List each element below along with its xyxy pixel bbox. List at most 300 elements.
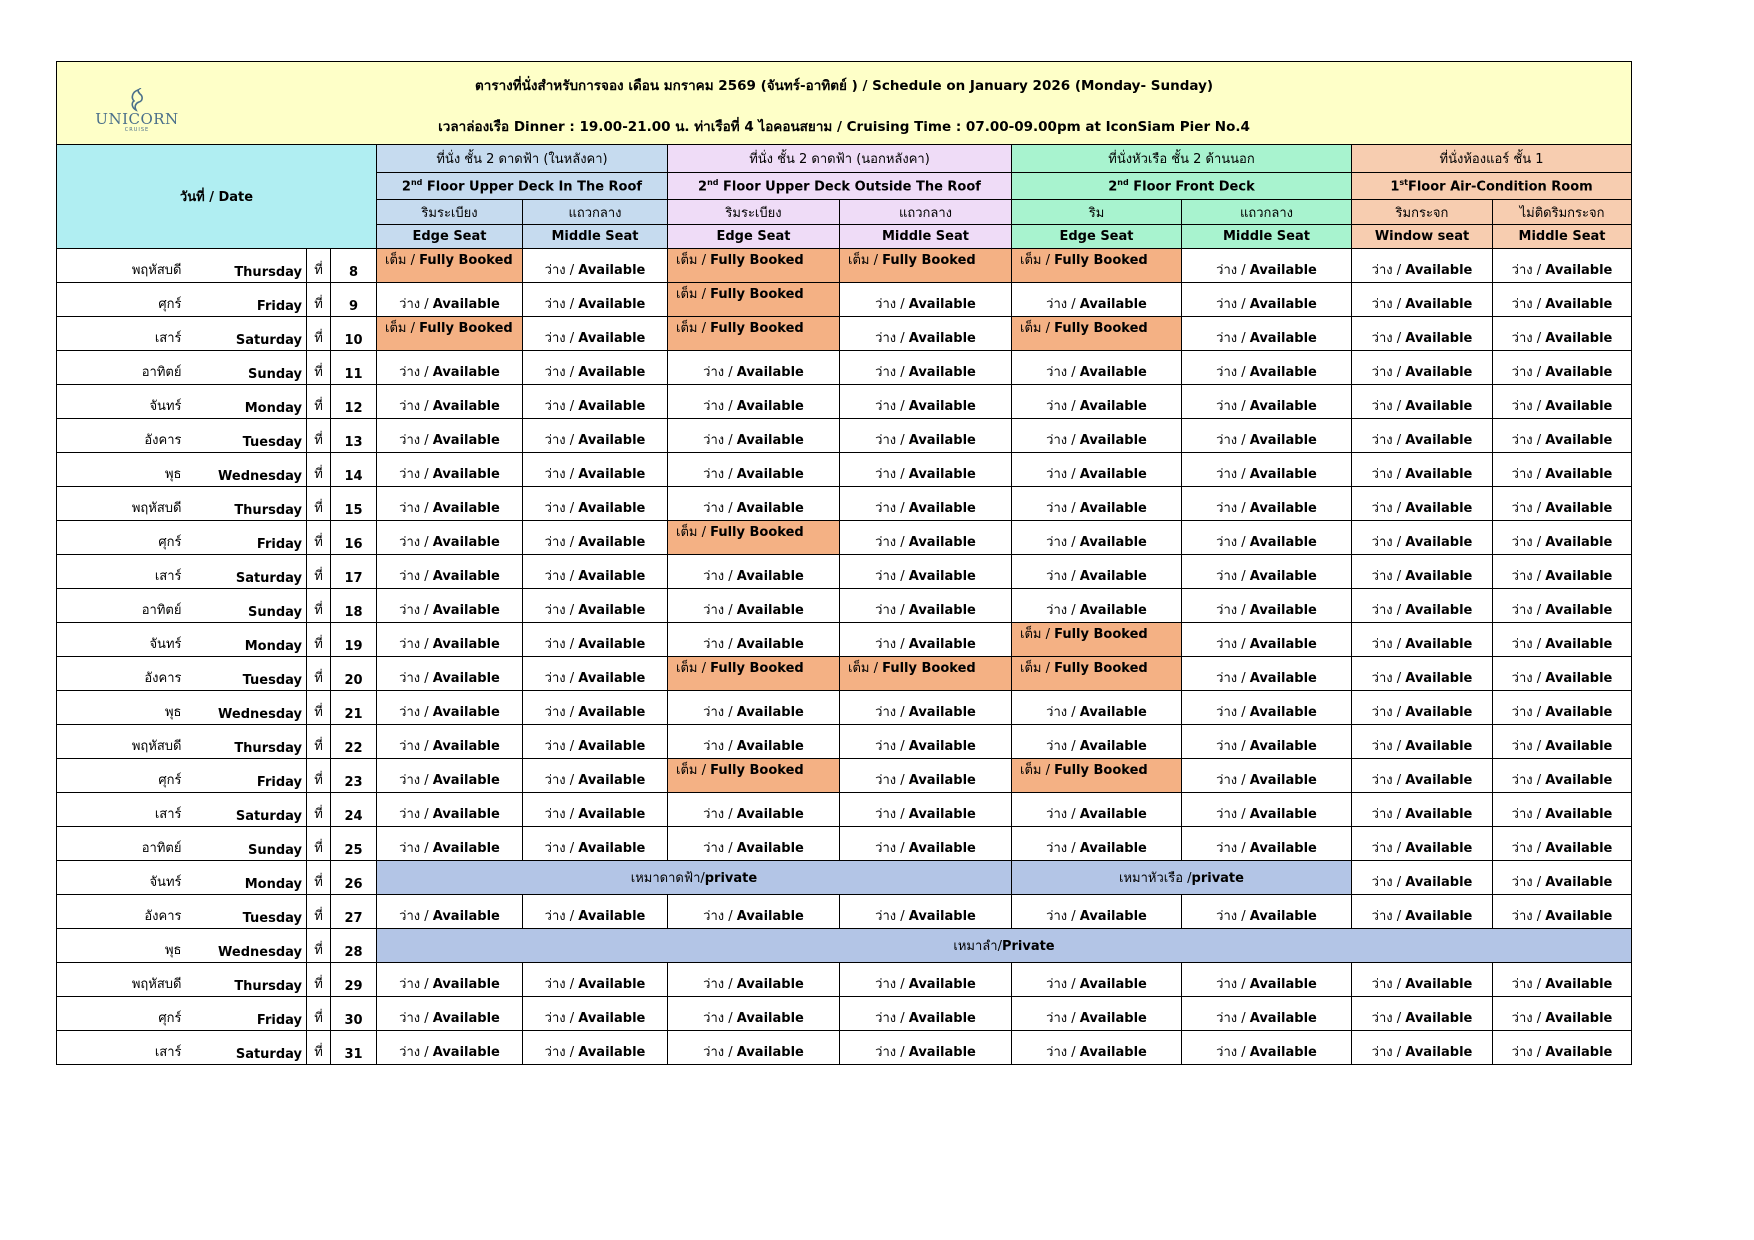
status-thai: ว่าง / bbox=[1216, 399, 1250, 414]
date-prefix: ที่ bbox=[307, 827, 331, 861]
seat-status-available[interactable] bbox=[377, 1031, 523, 1065]
seat-status-available[interactable] bbox=[840, 419, 1012, 453]
status-english: Available bbox=[432, 433, 500, 448]
status-thai: ว่าง / bbox=[1511, 909, 1546, 924]
seat-status-booked[interactable] bbox=[668, 521, 840, 555]
seat-status-available[interactable] bbox=[840, 487, 1012, 521]
seat-status-available[interactable] bbox=[1352, 963, 1493, 997]
seat-status-available[interactable] bbox=[1493, 1031, 1632, 1065]
seat-status-available[interactable] bbox=[1352, 657, 1493, 691]
seat-status-available[interactable] bbox=[377, 351, 523, 385]
seat-status-available[interactable] bbox=[668, 453, 840, 487]
seat-status-available[interactable] bbox=[377, 895, 523, 929]
seat-status-available[interactable] bbox=[840, 317, 1012, 351]
status-english: Available bbox=[1545, 501, 1613, 516]
seat-status-available[interactable] bbox=[523, 691, 668, 725]
seat-status-available[interactable] bbox=[1352, 453, 1493, 487]
seat-status-available[interactable] bbox=[840, 827, 1012, 861]
status-english: Available bbox=[1405, 739, 1473, 754]
status-english: Available bbox=[1545, 773, 1613, 788]
seat-status-available[interactable] bbox=[1352, 623, 1493, 657]
seat-status-booked[interactable] bbox=[668, 759, 840, 793]
seat-status-available[interactable] bbox=[1182, 317, 1352, 351]
status-english: Available bbox=[908, 841, 976, 856]
seat-status-available[interactable] bbox=[1493, 351, 1632, 385]
seat-status-available[interactable] bbox=[377, 623, 523, 657]
seat-status-available[interactable] bbox=[1182, 657, 1352, 691]
seat-status-available[interactable] bbox=[1493, 249, 1632, 283]
seat-status-available[interactable] bbox=[840, 521, 1012, 555]
date-prefix: ที่ bbox=[307, 725, 331, 759]
status-english: Available bbox=[1545, 637, 1613, 652]
seat-status-available[interactable] bbox=[523, 453, 668, 487]
seat-status-available[interactable] bbox=[1182, 521, 1352, 555]
seat-status-available[interactable] bbox=[1493, 657, 1632, 691]
seat-status-available[interactable] bbox=[1352, 419, 1493, 453]
seat-status-available[interactable] bbox=[1182, 725, 1352, 759]
weekday-thai: พุธ bbox=[57, 929, 192, 963]
seat-status-available[interactable] bbox=[668, 895, 840, 929]
weekday-english: Thursday bbox=[192, 249, 307, 283]
seat-status-available[interactable] bbox=[377, 419, 523, 453]
seat-status-booked[interactable] bbox=[668, 283, 840, 317]
seat-status-available[interactable] bbox=[1352, 793, 1493, 827]
seat-status-available[interactable] bbox=[1493, 487, 1632, 521]
status-english: Available bbox=[908, 739, 976, 754]
seat-status-available[interactable] bbox=[668, 691, 840, 725]
seat-status-available[interactable] bbox=[1012, 555, 1182, 589]
status-thai: ว่าง / bbox=[1511, 433, 1546, 448]
seat-status-available[interactable] bbox=[668, 793, 840, 827]
status-english: Available bbox=[1079, 909, 1147, 924]
seat-status-available[interactable] bbox=[1352, 521, 1493, 555]
status-english: Available bbox=[1405, 501, 1473, 516]
seat-status-available[interactable] bbox=[1493, 555, 1632, 589]
seat-status-available[interactable] bbox=[523, 1031, 668, 1065]
seat-status-available[interactable] bbox=[840, 385, 1012, 419]
seat-status-available[interactable] bbox=[840, 1031, 1012, 1065]
seat-status-available[interactable] bbox=[840, 351, 1012, 385]
seat-type-thai-header: แถวกลาง bbox=[840, 200, 1012, 225]
seat-status-available[interactable] bbox=[1493, 623, 1632, 657]
status-english: Available bbox=[578, 297, 646, 312]
seat-status-available[interactable] bbox=[668, 555, 840, 589]
status-english: Available bbox=[1545, 297, 1613, 312]
status-thai: ว่าง / bbox=[1216, 705, 1250, 720]
status-thai: ว่าง / bbox=[1216, 909, 1250, 924]
date-row bbox=[57, 861, 1632, 895]
weekday-thai: อาทิตย์ bbox=[57, 589, 192, 623]
seat-status-available[interactable] bbox=[1493, 283, 1632, 317]
seat-status-available[interactable] bbox=[840, 725, 1012, 759]
seat-status-available[interactable] bbox=[377, 521, 523, 555]
seat-status-available[interactable] bbox=[840, 555, 1012, 589]
date-row bbox=[57, 385, 1632, 419]
seat-status-available[interactable] bbox=[523, 793, 668, 827]
seat-type-english-header: Middle Seat bbox=[1182, 225, 1352, 249]
seat-type-english-header: Edge Seat bbox=[377, 225, 523, 249]
status-english: Available bbox=[1079, 1011, 1147, 1026]
seat-status-available[interactable] bbox=[1182, 453, 1352, 487]
seat-status-available[interactable] bbox=[377, 453, 523, 487]
group3-english-header: 2nd Floor Front Deck bbox=[1012, 173, 1352, 200]
seat-status-available[interactable] bbox=[1012, 827, 1182, 861]
status-english: Available bbox=[1545, 705, 1613, 720]
status-thai: ว่าง / bbox=[1216, 977, 1250, 992]
seat-status-booked[interactable] bbox=[668, 249, 840, 283]
status-thai: ว่าง / bbox=[1511, 467, 1546, 482]
seat-status-available[interactable] bbox=[377, 283, 523, 317]
seat-status-available[interactable] bbox=[523, 827, 668, 861]
seat-status-available[interactable] bbox=[377, 725, 523, 759]
status-thai: ว่าง / bbox=[703, 569, 737, 584]
seat-status-available[interactable] bbox=[1012, 487, 1182, 521]
seat-status-available[interactable] bbox=[1182, 827, 1352, 861]
status-english: Available bbox=[432, 1011, 500, 1026]
seat-status-available[interactable] bbox=[1493, 419, 1632, 453]
weekday-english: Sunday bbox=[192, 351, 307, 385]
seat-status-available[interactable] bbox=[523, 317, 668, 351]
status-thai: ว่าง / bbox=[875, 909, 909, 924]
date-prefix: ที่ bbox=[307, 385, 331, 419]
seat-status-available[interactable] bbox=[1352, 249, 1493, 283]
status-thai: ว่าง / bbox=[399, 603, 433, 618]
seat-status-available[interactable] bbox=[840, 453, 1012, 487]
seat-status-available[interactable] bbox=[840, 691, 1012, 725]
status-thai: ว่าง / bbox=[1216, 603, 1250, 618]
date-row bbox=[57, 487, 1632, 521]
seat-status-available[interactable] bbox=[1493, 385, 1632, 419]
seat-status-available[interactable] bbox=[377, 759, 523, 793]
seat-status-available[interactable] bbox=[377, 589, 523, 623]
seat-status-available[interactable] bbox=[1012, 283, 1182, 317]
seat-status-available[interactable] bbox=[840, 963, 1012, 997]
status-thai: ว่าง / bbox=[1511, 399, 1546, 414]
status-thai: ว่าง / bbox=[1371, 841, 1406, 856]
date-prefix: ที่ bbox=[307, 997, 331, 1031]
seat-status-available[interactable] bbox=[377, 555, 523, 589]
seat-status-available[interactable] bbox=[1182, 895, 1352, 929]
status-english: Available bbox=[1249, 603, 1317, 618]
seat-status-available[interactable] bbox=[668, 419, 840, 453]
status-thai: ว่าง / bbox=[1371, 467, 1406, 482]
seat-status-available[interactable] bbox=[377, 997, 523, 1031]
seat-status-available[interactable] bbox=[1012, 589, 1182, 623]
status-thai: ว่าง / bbox=[399, 1045, 433, 1060]
seat-status-available[interactable] bbox=[1352, 351, 1493, 385]
seat-status-booked[interactable] bbox=[1012, 249, 1182, 283]
seat-status-booked[interactable] bbox=[1012, 317, 1182, 351]
weekday-thai: จันทร์ bbox=[57, 385, 192, 419]
seat-status-available[interactable] bbox=[1182, 555, 1352, 589]
seat-status-available[interactable] bbox=[840, 283, 1012, 317]
status-thai: ว่าง / bbox=[1216, 773, 1250, 788]
status-thai: ว่าง / bbox=[1511, 773, 1546, 788]
day-number: 28 bbox=[331, 929, 377, 963]
seat-status-available[interactable] bbox=[1352, 555, 1493, 589]
seat-status-available[interactable] bbox=[668, 351, 840, 385]
group2-thai-header: ที่นั่ง ชั้น 2 ดาดฟ้า (นอกหลังคา) bbox=[668, 145, 1012, 173]
seat-status-available[interactable] bbox=[377, 963, 523, 997]
seat-status-available[interactable] bbox=[377, 827, 523, 861]
status-thai: ว่าง / bbox=[703, 467, 737, 482]
weekday-thai: พฤหัสบดี bbox=[57, 487, 192, 521]
status-thai: ว่าง / bbox=[1046, 977, 1080, 992]
status-thai: ว่าง / bbox=[399, 807, 433, 822]
seat-status-available[interactable] bbox=[1182, 793, 1352, 827]
seat-status-available[interactable] bbox=[1182, 589, 1352, 623]
status-english: Available bbox=[578, 637, 646, 652]
status-thai: ว่าง / bbox=[1371, 637, 1406, 652]
seat-status-available[interactable] bbox=[668, 963, 840, 997]
seat-status-available[interactable] bbox=[1182, 691, 1352, 725]
seat-status-available[interactable] bbox=[377, 793, 523, 827]
seat-status-booked[interactable] bbox=[840, 657, 1012, 691]
seat-status-available[interactable] bbox=[1182, 487, 1352, 521]
seat-status-booked[interactable] bbox=[668, 657, 840, 691]
seat-status-available[interactable] bbox=[668, 487, 840, 521]
seat-status-available[interactable] bbox=[523, 419, 668, 453]
date-prefix: ที่ bbox=[307, 317, 331, 351]
seat-status-available[interactable] bbox=[377, 657, 523, 691]
seat-status-available[interactable] bbox=[1493, 895, 1632, 929]
seat-status-available[interactable] bbox=[668, 827, 840, 861]
seat-status-available[interactable] bbox=[1012, 793, 1182, 827]
seat-status-available[interactable] bbox=[1012, 895, 1182, 929]
seat-status-available[interactable] bbox=[523, 657, 668, 691]
seat-status-available[interactable] bbox=[523, 589, 668, 623]
seat-status-booked[interactable] bbox=[377, 249, 523, 283]
status-thai: ว่าง / bbox=[1216, 297, 1250, 312]
seat-status-available[interactable] bbox=[523, 351, 668, 385]
status-english: Available bbox=[1405, 603, 1473, 618]
seat-status-available[interactable] bbox=[1012, 385, 1182, 419]
seat-status-available[interactable] bbox=[1493, 997, 1632, 1031]
status-thai: ว่าง / bbox=[1216, 365, 1250, 380]
seat-status-available[interactable] bbox=[1182, 249, 1352, 283]
seat-status-available[interactable] bbox=[1352, 283, 1493, 317]
seat-status-available[interactable] bbox=[1493, 725, 1632, 759]
seat-status-available[interactable] bbox=[523, 249, 668, 283]
seat-status-available[interactable] bbox=[1352, 691, 1493, 725]
status-thai: ว่าง / bbox=[1371, 1011, 1406, 1026]
seat-status-available[interactable] bbox=[1182, 351, 1352, 385]
private-charter-cell bbox=[377, 861, 1012, 895]
seat-status-available[interactable] bbox=[523, 963, 668, 997]
seat-status-available[interactable] bbox=[1352, 487, 1493, 521]
seat-status-available[interactable] bbox=[1493, 691, 1632, 725]
seat-status-available[interactable] bbox=[1352, 895, 1493, 929]
status-english: Available bbox=[1545, 365, 1613, 380]
seat-status-available[interactable] bbox=[1182, 759, 1352, 793]
status-english: Available bbox=[1405, 807, 1473, 822]
seat-status-available[interactable] bbox=[1493, 453, 1632, 487]
date-row bbox=[57, 759, 1632, 793]
seat-status-available[interactable] bbox=[1493, 521, 1632, 555]
status-thai: ว่าง / bbox=[875, 705, 909, 720]
seat-type-thai-header: ริมระเบียง bbox=[668, 200, 840, 225]
status-english: Available bbox=[1079, 1045, 1147, 1060]
seat-status-booked[interactable] bbox=[377, 317, 523, 351]
seat-status-available[interactable] bbox=[1493, 317, 1632, 351]
seat-status-available[interactable] bbox=[668, 1031, 840, 1065]
status-thai: ว่าง / bbox=[703, 909, 737, 924]
seat-status-booked[interactable] bbox=[1012, 623, 1182, 657]
logo-wordmark: UNICORN bbox=[95, 110, 179, 128]
status-thai: ว่าง / bbox=[1046, 841, 1080, 856]
status-english: Available bbox=[578, 977, 646, 992]
status-thai: เต็ม / bbox=[676, 321, 711, 336]
weekday-thai: จันทร์ bbox=[57, 861, 192, 895]
seat-status-available[interactable] bbox=[1352, 589, 1493, 623]
seat-status-available[interactable] bbox=[1352, 827, 1493, 861]
status-thai: ว่าง / bbox=[1046, 807, 1080, 822]
seat-status-available[interactable] bbox=[523, 623, 668, 657]
seat-status-available[interactable] bbox=[1182, 1031, 1352, 1065]
status-thai: ว่าง / bbox=[1046, 501, 1080, 516]
seat-status-available[interactable] bbox=[523, 487, 668, 521]
seat-status-available[interactable] bbox=[1012, 351, 1182, 385]
seat-status-available[interactable] bbox=[523, 759, 668, 793]
seat-status-booked[interactable] bbox=[668, 317, 840, 351]
seat-status-available[interactable] bbox=[523, 895, 668, 929]
status-english: Available bbox=[1249, 1011, 1317, 1026]
date-row bbox=[57, 589, 1632, 623]
logo-subtext: CRUISE bbox=[124, 127, 150, 133]
seat-status-available[interactable] bbox=[1352, 317, 1493, 351]
seat-status-available[interactable] bbox=[1352, 861, 1493, 895]
seat-status-available[interactable] bbox=[1012, 691, 1182, 725]
status-thai: เต็ม / bbox=[385, 321, 420, 336]
status-thai: ว่าง / bbox=[399, 977, 433, 992]
status-english: Available bbox=[1079, 977, 1147, 992]
seat-status-available[interactable] bbox=[523, 283, 668, 317]
status-english: Available bbox=[1249, 433, 1317, 448]
status-thai: ว่าง / bbox=[1371, 399, 1406, 414]
seat-status-available[interactable] bbox=[1182, 997, 1352, 1031]
seat-status-available[interactable] bbox=[840, 759, 1012, 793]
status-thai: ว่าง / bbox=[1216, 739, 1250, 754]
seat-status-available[interactable] bbox=[1182, 385, 1352, 419]
seat-type-thai-header: ริมกระจก bbox=[1352, 200, 1493, 225]
seat-status-available[interactable] bbox=[840, 589, 1012, 623]
status-thai: ว่าง / bbox=[544, 1045, 579, 1060]
seat-status-available[interactable] bbox=[668, 725, 840, 759]
seat-status-available[interactable] bbox=[840, 997, 1012, 1031]
status-english: Available bbox=[1249, 501, 1317, 516]
status-english: Available bbox=[1249, 263, 1317, 278]
date-row bbox=[57, 555, 1632, 589]
seat-status-booked[interactable] bbox=[1012, 657, 1182, 691]
seat-status-available[interactable] bbox=[1493, 963, 1632, 997]
status-english: Available bbox=[908, 467, 976, 482]
status-english: Available bbox=[432, 807, 500, 822]
status-english: Available bbox=[1545, 569, 1613, 584]
seat-type-english-header: Middle Seat bbox=[840, 225, 1012, 249]
status-thai: ว่าง / bbox=[1216, 807, 1250, 822]
status-thai: ว่าง / bbox=[1371, 535, 1406, 550]
seat-status-available[interactable] bbox=[1182, 623, 1352, 657]
day-number: 15 bbox=[331, 487, 377, 521]
seat-status-booked[interactable] bbox=[840, 249, 1012, 283]
weekday-english: Wednesday bbox=[192, 453, 307, 487]
seat-status-available[interactable] bbox=[523, 997, 668, 1031]
seat-status-available[interactable] bbox=[377, 385, 523, 419]
seat-status-available[interactable] bbox=[668, 997, 840, 1031]
seat-status-booked[interactable] bbox=[1012, 759, 1182, 793]
status-thai: ว่าง / bbox=[1511, 331, 1546, 346]
seat-status-available[interactable] bbox=[1352, 1031, 1493, 1065]
status-english: Available bbox=[578, 1045, 646, 1060]
seat-status-available[interactable] bbox=[1012, 521, 1182, 555]
status-english: Available bbox=[578, 841, 646, 856]
seat-status-available[interactable] bbox=[1012, 453, 1182, 487]
seat-status-available[interactable] bbox=[840, 623, 1012, 657]
seat-status-available[interactable] bbox=[840, 793, 1012, 827]
status-english: Available bbox=[1545, 331, 1613, 346]
status-thai: ว่าง / bbox=[1046, 705, 1080, 720]
seat-status-available[interactable] bbox=[1352, 725, 1493, 759]
seat-status-available[interactable] bbox=[1182, 283, 1352, 317]
seat-status-available[interactable] bbox=[1182, 419, 1352, 453]
status-thai: ว่าง / bbox=[875, 399, 909, 414]
status-thai: ว่าง / bbox=[399, 705, 433, 720]
weekday-thai: อาทิตย์ bbox=[57, 351, 192, 385]
status-thai: ว่าง / bbox=[544, 807, 579, 822]
weekday-english: Saturday bbox=[192, 1031, 307, 1065]
seat-status-available[interactable] bbox=[840, 895, 1012, 929]
status-thai: เต็ม / bbox=[1020, 763, 1055, 778]
weekday-thai: พฤหัสบดี bbox=[57, 725, 192, 759]
seat-status-available[interactable] bbox=[1493, 759, 1632, 793]
seat-status-available[interactable] bbox=[1012, 997, 1182, 1031]
seat-status-available[interactable] bbox=[668, 589, 840, 623]
status-english: Available bbox=[1079, 365, 1147, 380]
status-thai: เต็ม / bbox=[676, 287, 711, 302]
seat-status-available[interactable] bbox=[523, 725, 668, 759]
seat-status-available[interactable] bbox=[1012, 419, 1182, 453]
seat-status-available[interactable] bbox=[1012, 963, 1182, 997]
seat-status-available[interactable] bbox=[1352, 997, 1493, 1031]
status-english: Available bbox=[908, 535, 976, 550]
status-thai: ว่าง / bbox=[1511, 977, 1546, 992]
seat-status-available[interactable] bbox=[1012, 1031, 1182, 1065]
status-thai: ว่าง / bbox=[703, 739, 737, 754]
seat-status-available[interactable] bbox=[1352, 385, 1493, 419]
seat-status-available[interactable] bbox=[377, 487, 523, 521]
seat-status-available[interactable] bbox=[668, 623, 840, 657]
seat-status-available[interactable] bbox=[668, 385, 840, 419]
seat-status-available[interactable] bbox=[523, 521, 668, 555]
seat-status-available[interactable] bbox=[523, 555, 668, 589]
seat-status-available[interactable] bbox=[1493, 827, 1632, 861]
seat-status-available[interactable] bbox=[523, 385, 668, 419]
status-english: Available bbox=[1405, 297, 1473, 312]
seat-status-available[interactable] bbox=[1493, 589, 1632, 623]
status-english: Available bbox=[1405, 705, 1473, 720]
seat-status-available[interactable] bbox=[1352, 759, 1493, 793]
status-english: Available bbox=[1405, 1045, 1473, 1060]
seat-status-available[interactable] bbox=[1012, 725, 1182, 759]
seat-status-available[interactable] bbox=[1493, 793, 1632, 827]
seat-status-available[interactable] bbox=[1182, 963, 1352, 997]
seat-status-available[interactable] bbox=[377, 691, 523, 725]
date-row bbox=[57, 521, 1632, 555]
status-english: Available bbox=[736, 637, 804, 652]
weekday-english: Thursday bbox=[192, 963, 307, 997]
date-row bbox=[57, 1031, 1632, 1065]
seat-status-available[interactable] bbox=[1493, 861, 1632, 895]
